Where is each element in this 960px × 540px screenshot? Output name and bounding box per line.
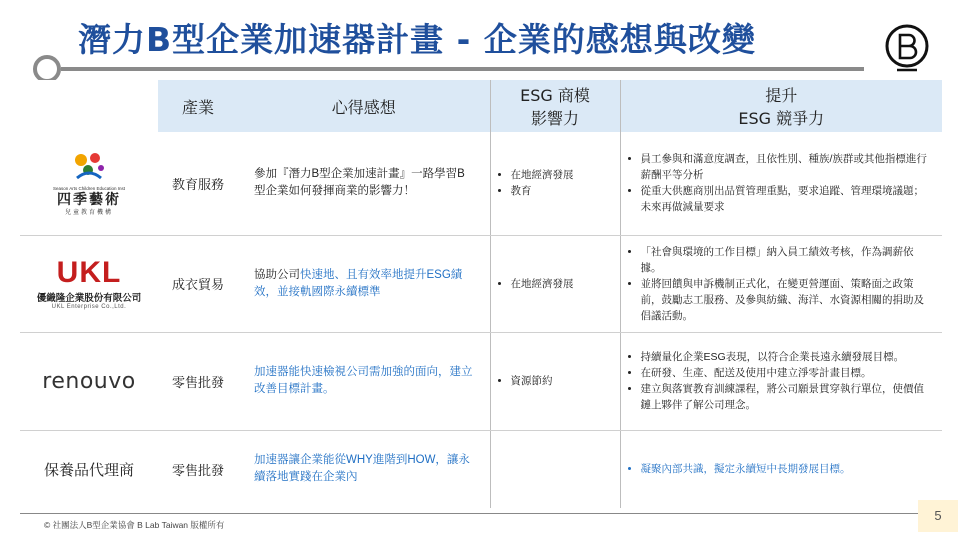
esg-item: • 教育 (511, 183, 620, 199)
compete-list (621, 151, 931, 215)
ukl-company-en: UKL Enterprise Co.,Ltd. (51, 303, 127, 310)
table-row (20, 332, 942, 430)
footer-copyright: © 社團法人B型企業協會 B Lab Taiwan 版權所有 (44, 520, 225, 530)
table-header-row (20, 80, 942, 132)
title-underline (61, 67, 864, 71)
footer-divider (20, 513, 922, 514)
renouvo-wordmark: renouvo (42, 368, 136, 394)
skincare-agent-text: 保養品代理商 (43, 461, 134, 479)
industry-cell: 成衣貿易 (158, 235, 238, 332)
compete-item: • 凝聚內部共識，擬定永續短中長期發展目標。 (641, 461, 931, 477)
esg-item: • 在地經濟發展 (511, 276, 620, 292)
compete-item: • 在研發、生產、配送及使用中建立淨零計畫目標。 (641, 365, 931, 381)
header-esg-line2: 影響力 (530, 109, 579, 128)
esg-item: • 在地經濟發展 (511, 167, 620, 183)
four-seasons-en: Season Arts Children Education Inst (52, 186, 126, 192)
esg-list (491, 167, 620, 199)
four-seasons-sub: 兒童教育機構 (64, 210, 113, 217)
reflection-text: 協助公司 (254, 268, 300, 281)
compete-item: • 「社會與環境的工作目標」納入員工績效考核，作為調薪依據。 (641, 244, 931, 276)
compete-item: • 建立與落實教育訓練課程，將公司願景貫穿執行單位，使價值鏈上夥伴了解公司理念。 (641, 381, 931, 413)
esg-impact-cell (490, 430, 620, 508)
page-number: 5 (918, 500, 958, 532)
four-seasons-mark-icon (69, 150, 109, 184)
reflection-cell (238, 235, 490, 332)
reflection-highlight: 加速器能快速檢視公司需加強的面向，建立改善目標計畫。 (254, 366, 473, 395)
header-compete-line1: 提升 (765, 86, 798, 105)
competitiveness-cell (620, 430, 942, 508)
table-row (20, 235, 942, 332)
compete-list (621, 461, 931, 477)
table-row (20, 132, 942, 235)
renouvo-logo (20, 369, 158, 394)
reflection-text: 參加『潛力B型企業加速計畫』一路學習B型企業如何發揮商業的影響力！ (254, 168, 465, 198)
header-esg-line1: ESG 商模 (520, 86, 590, 105)
industry-cell: 教育服務 (158, 132, 238, 235)
table-row (20, 430, 942, 508)
comparison-table (20, 80, 942, 508)
compete-list (621, 244, 931, 324)
reflection-cell (238, 132, 490, 235)
four-seasons-cn: 四季藝術 (57, 191, 121, 208)
reflection-cell (238, 332, 490, 430)
esg-impact-cell (490, 332, 620, 430)
header-compete-line2: ESG 競爭力 (738, 109, 825, 128)
header-industry: 產業 (181, 97, 214, 117)
ukl-logo (20, 255, 158, 310)
esg-impact-cell (490, 132, 620, 235)
reflection-cell (238, 430, 490, 508)
ukl-company-cn: 優織隆企業股份有限公司 (36, 292, 142, 304)
company-logo-cell (20, 430, 158, 508)
compete-item: • 持續量化企業ESG表現，以符合企業長遠永續發展目標。 (641, 349, 931, 365)
compete-list (621, 349, 931, 413)
company-logo-cell (20, 132, 158, 235)
b-corp-logo-icon (883, 22, 933, 74)
esg-list (491, 276, 620, 292)
reflection-highlight: 加速器讓企業能從WHY進階到HOW，讓永續落地實踐在企業內 (254, 454, 470, 484)
compete-item: • 從重大供應商別出品質管理重點，要求追蹤、管理環境議題；未來再做減量要求 (641, 183, 931, 215)
header-esg-impact (490, 80, 620, 132)
company-logo-cell (20, 235, 158, 332)
esg-item: • 資源節約 (511, 373, 620, 389)
esg-list (491, 373, 620, 389)
compete-item: • 員工參與和滿意度調查，且依性別、種族/族群或其他指標進行薪酬平等分析 (641, 151, 931, 183)
header-reflection: 心得感想 (331, 97, 396, 117)
competitiveness-cell (620, 235, 942, 332)
skincare-agent-label (20, 459, 158, 480)
page-title: 潛力B型企業加速器計畫 - 企業的感想與改變 (78, 20, 756, 59)
ukl-wordmark: UKL (56, 255, 122, 289)
company-logo-cell (20, 332, 158, 430)
competitiveness-cell (620, 132, 942, 235)
competitiveness-cell (620, 332, 942, 430)
compete-item: • 並將回饋與申訴機制正式化，在變更營運面、策略面之政策前，鼓勵志工服務、及參與紡織、海洋、水資源相關的捐助及倡議活動。 (641, 276, 931, 324)
decorative-circle (33, 55, 61, 83)
reflection-highlight: 快速地、且有效率地提升ESG績效，並接軌國際永續標準 (254, 268, 463, 298)
industry-cell: 零售批發 (171, 462, 224, 478)
esg-impact-cell (490, 235, 620, 332)
header-empty-cell (20, 80, 158, 132)
industry-cell: 零售批發 (158, 332, 238, 430)
header-competitiveness (620, 80, 942, 132)
four-seasons-logo (20, 150, 158, 216)
